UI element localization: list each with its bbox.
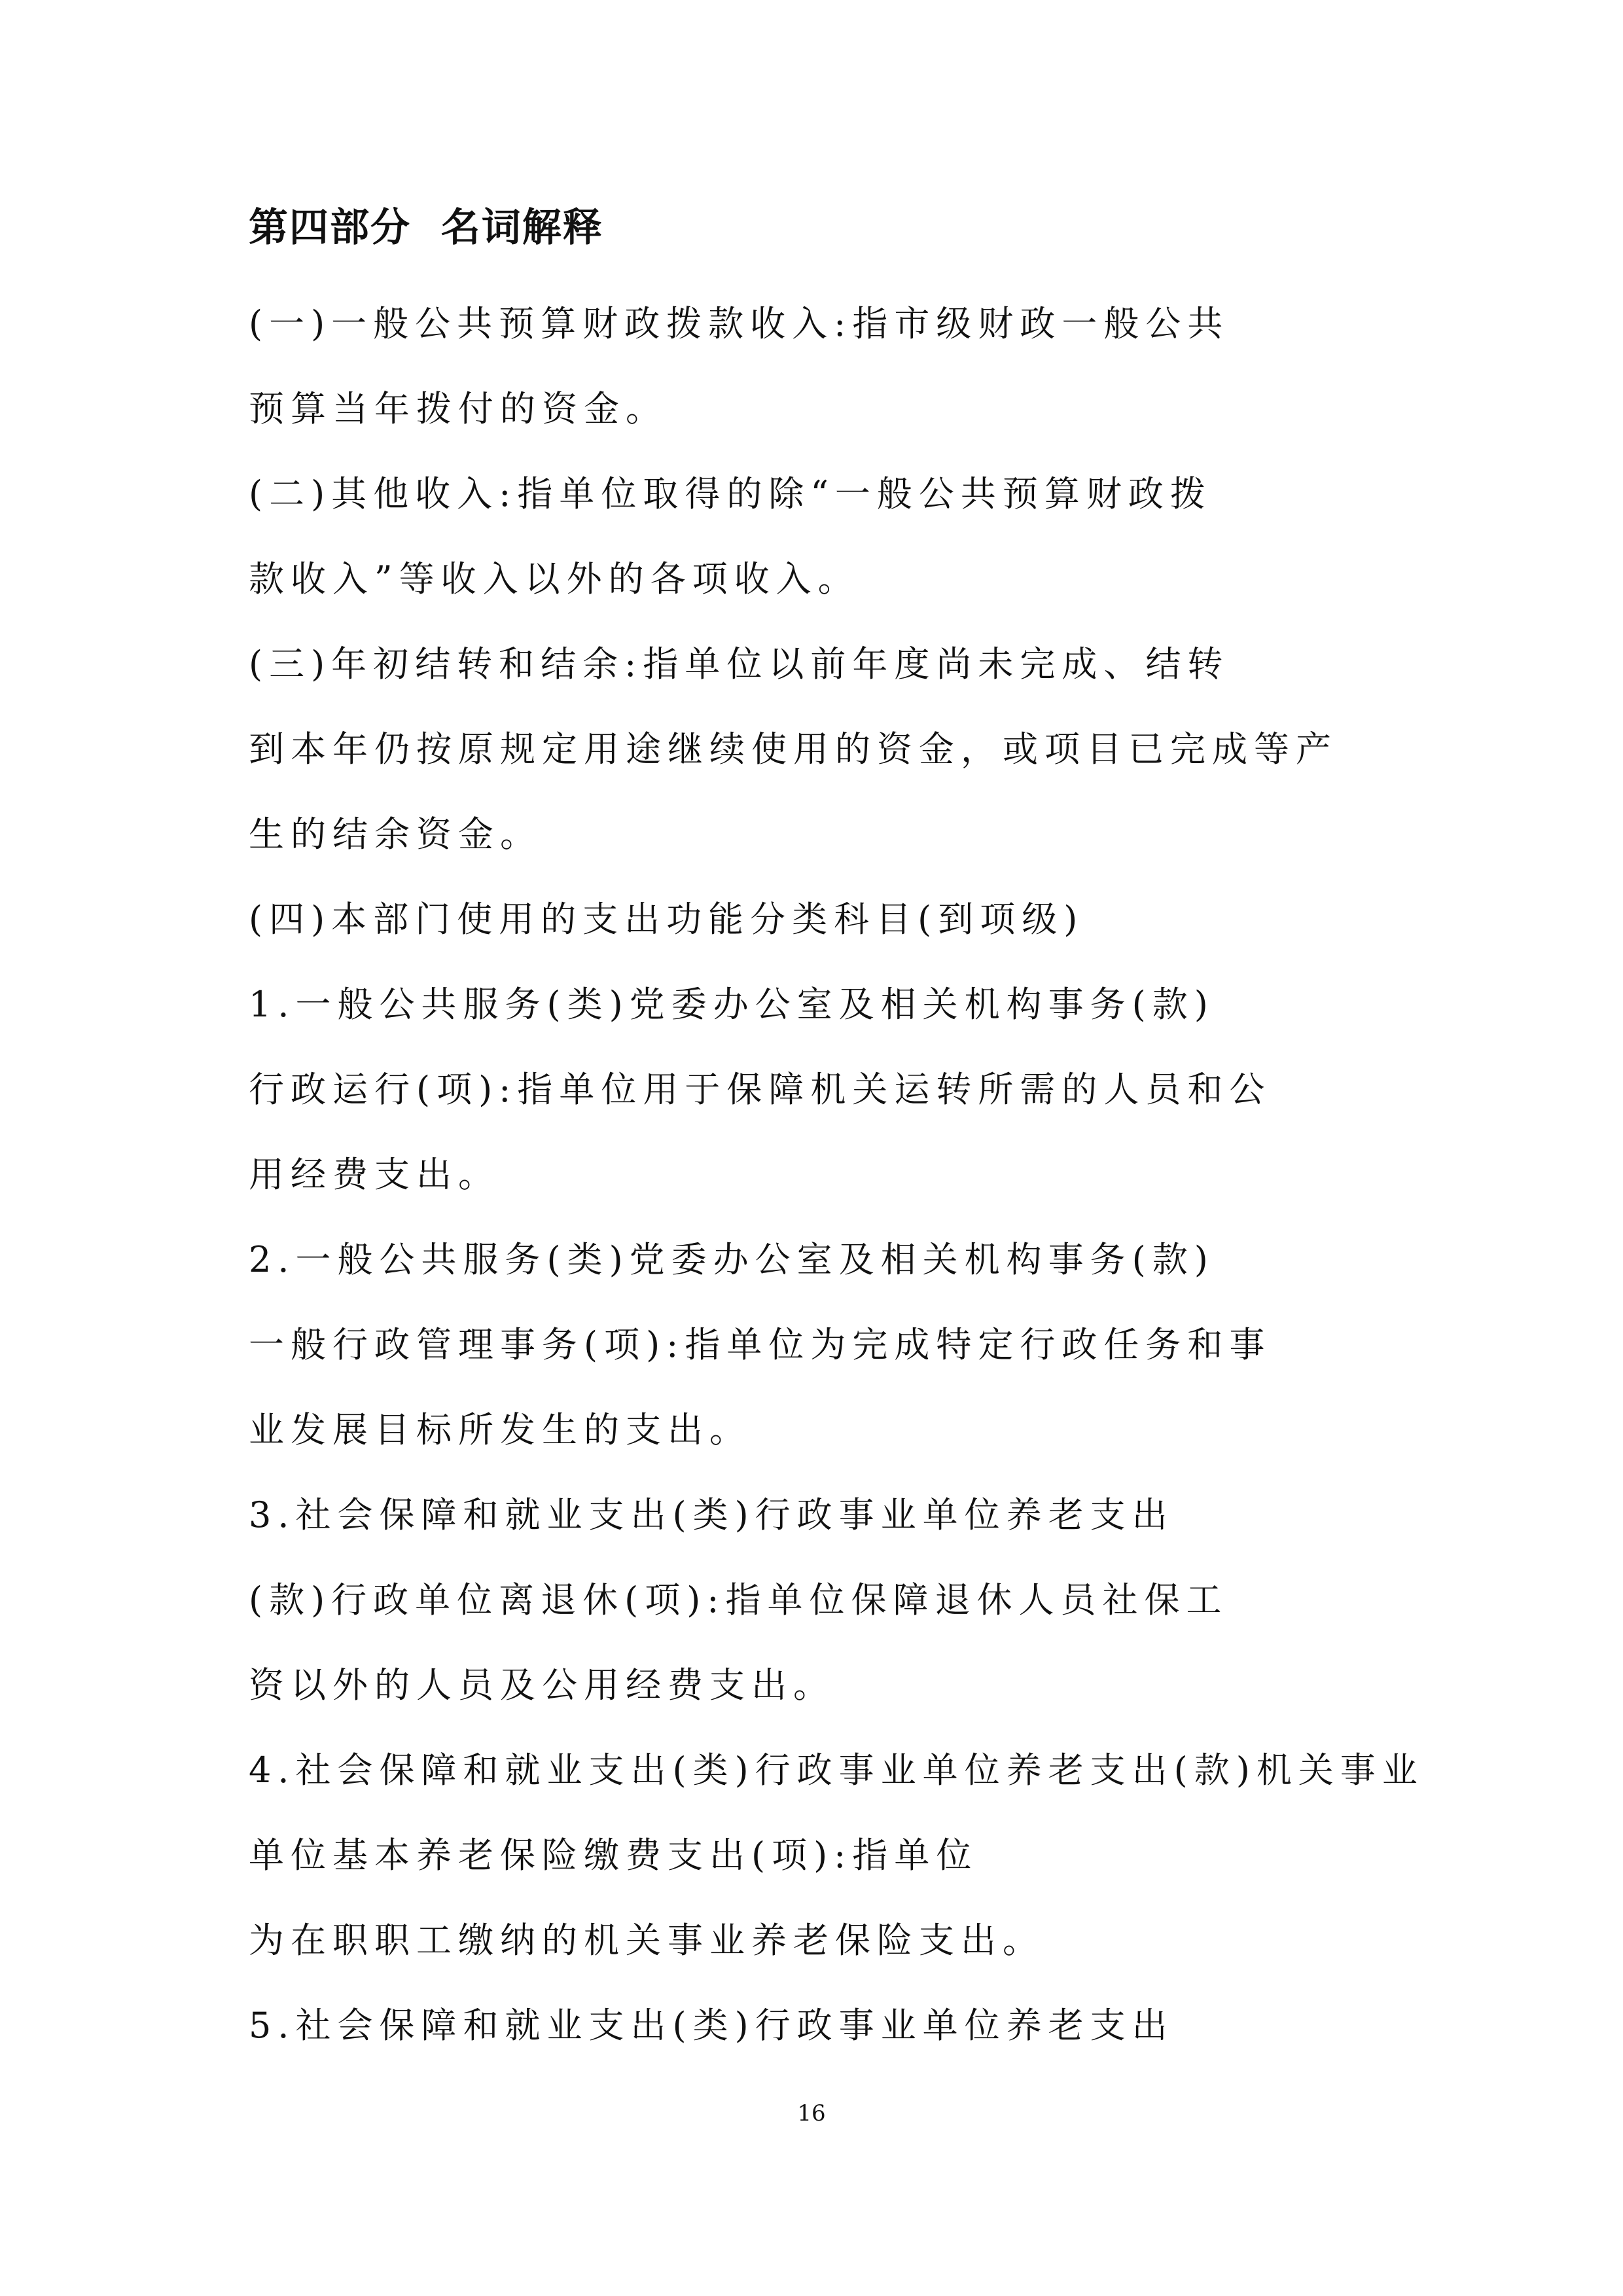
- text-line-5: (三)年初结转和结余:指单位以前年度尚未完成、结转: [249, 643, 1230, 685]
- text-line-13: 一般行政管理事务(项):指单位为完成特定行政任务和事: [249, 1324, 1272, 1365]
- text-line-21: 5.社会保障和就业支出(类)行政事业单位养老支出: [249, 2005, 1174, 2046]
- text-line-10: 行政运行(项):指单位用于保障机关运转所需的人员和公: [249, 1069, 1272, 1110]
- text-line-16: (款)行政单位离退休(项):指单位保障退休人员社保工: [249, 1579, 1228, 1621]
- text-line-7: 生的结余资金。: [249, 814, 542, 855]
- text-line-18: 4.社会保障和就业支出(类)行政事业单位养老支出(款)机关事业: [249, 1749, 1424, 1791]
- section-heading: 第四部分 名词解释: [249, 205, 603, 251]
- text-line-6: 到本年仍按原规定用途继续使用的资金，或项目已完成等产: [249, 728, 1338, 770]
- text-line-12: 2.一般公共服务(类)党委办公室及相关机构事务(款): [249, 1239, 1215, 1280]
- text-line-1: (一)一般公共预算财政拨款收入:指市级财政一般公共: [249, 303, 1230, 344]
- text-line-8: (四)本部门使用的支出功能分类科目(到项级): [249, 899, 1084, 940]
- text-line-14: 业发展目标所发生的支出。: [249, 1409, 751, 1450]
- text-line-4: 款收入”等收入以外的各项收入。: [249, 558, 860, 600]
- text-line-2: 预算当年拨付的资金。: [249, 388, 668, 429]
- text-line-11: 用经费支出。: [249, 1154, 500, 1195]
- text-line-15: 3.社会保障和就业支出(类)行政事业单位养老支出: [249, 1494, 1174, 1535]
- page-number: 16: [797, 2100, 826, 2126]
- text-line-20: 为在职职工缴纳的机关事业养老保险支出。: [249, 1920, 1044, 1961]
- text-line-3: (二)其他收入:指单位取得的除“一般公共预算财政拨: [249, 473, 1212, 514]
- text-line-9: 1.一般公共服务(类)党委办公室及相关机构事务(款): [249, 984, 1215, 1025]
- text-line-19: 单位基本养老保险缴费支出(项):指单位: [249, 1835, 978, 1876]
- text-line-17: 资以外的人员及公用经费支出。: [249, 1664, 835, 1706]
